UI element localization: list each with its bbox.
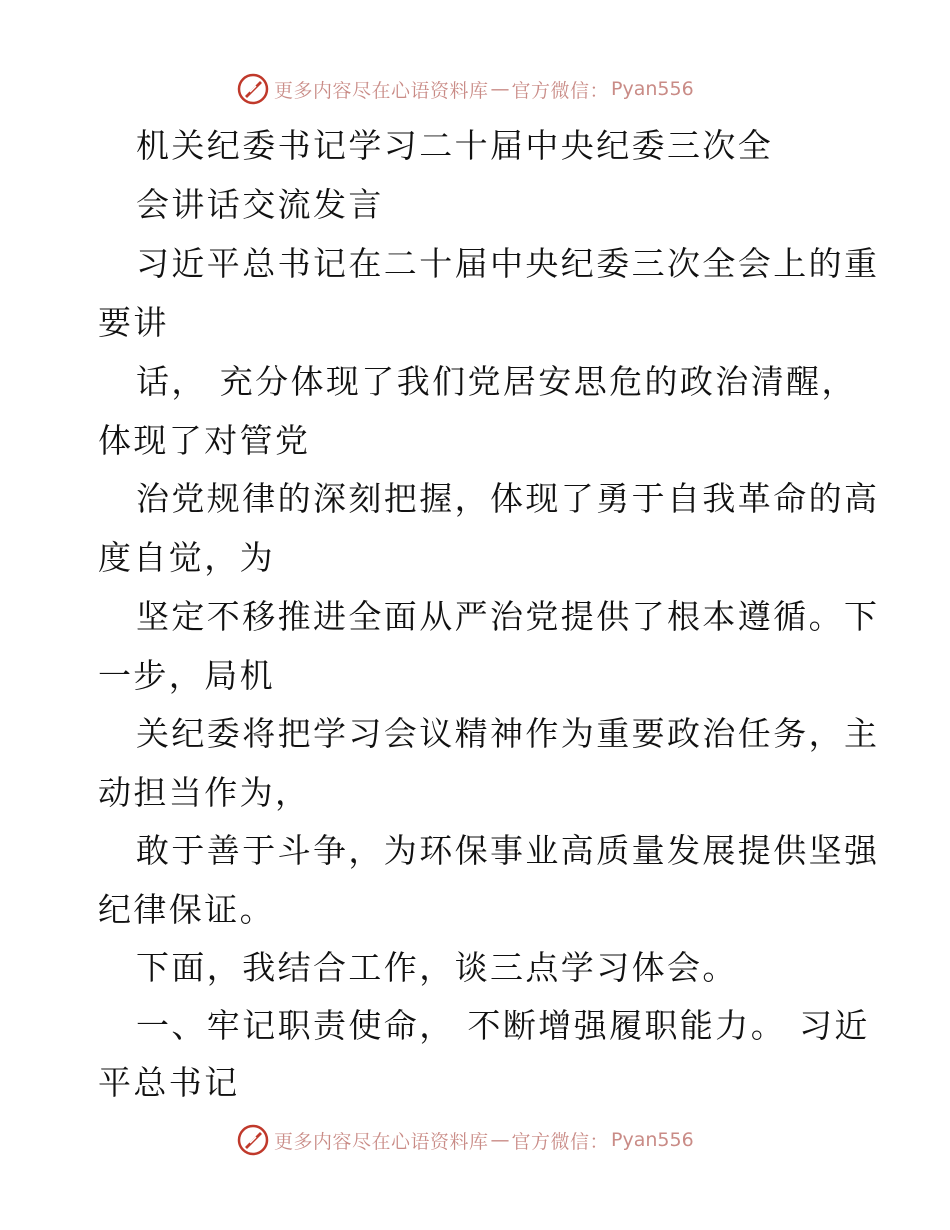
watermark-wechat-id: Pyan556 [611, 78, 694, 100]
paragraph-line: 坚定不移推进全面从严治党提供了根本遵循。下 [136, 597, 880, 636]
paragraph-line: 体现了对管党 [98, 421, 311, 460]
paragraph-line: 一步，局机 [98, 656, 275, 695]
paragraph-line: 话， 充分体现了我们党居安思危的政治清醒， [136, 362, 857, 401]
title-line-2: 会讲话交流发言 [136, 185, 384, 224]
watermark-text: 更多内容尽在心语资料库 [274, 1130, 489, 1153]
paragraph-line: 度自觉，为 [98, 538, 275, 577]
title-line-1: 机关纪委书记学习二十届中央纪委三次全 [136, 126, 774, 165]
section-heading-line: 一、牢记职责使命， 不断增强履职能力。 习近 [136, 1006, 870, 1045]
quill-logo-icon [236, 72, 270, 106]
paragraph-line: 平总书记 [98, 1063, 240, 1102]
paragraph-line: 下面，我结合工作，谈三点学习体会。 [136, 948, 738, 987]
paragraph-line: 动担当作为， [98, 773, 311, 812]
paragraph-line: 要讲 [98, 303, 169, 342]
watermark-separator: — [490, 1129, 510, 1151]
paragraph-line: 习近平总书记在二十届中央纪委三次全会上的重 [136, 244, 880, 283]
paragraph-line: 纪律保证。 [98, 890, 275, 929]
watermark-wechat-label: 官方微信： [511, 79, 610, 102]
watermark-wechat-id: Pyan556 [611, 1129, 694, 1151]
header-watermark [236, 71, 694, 107]
footer-watermark [236, 1122, 694, 1158]
paragraph-line: 关纪委将把学习会议精神作为重要政治任务，主 [136, 714, 880, 753]
quill-logo-icon [236, 1123, 270, 1157]
paragraph-line: 敢于善于斗争，为环保事业高质量发展提供坚强 [136, 831, 880, 870]
watermark-wechat-label: 官方微信： [511, 1130, 610, 1153]
watermark-separator: — [490, 78, 510, 100]
paragraph-line: 治党规律的深刻把握，体现了勇于自我革命的高 [136, 479, 880, 518]
watermark-text: 更多内容尽在心语资料库 [274, 79, 489, 102]
